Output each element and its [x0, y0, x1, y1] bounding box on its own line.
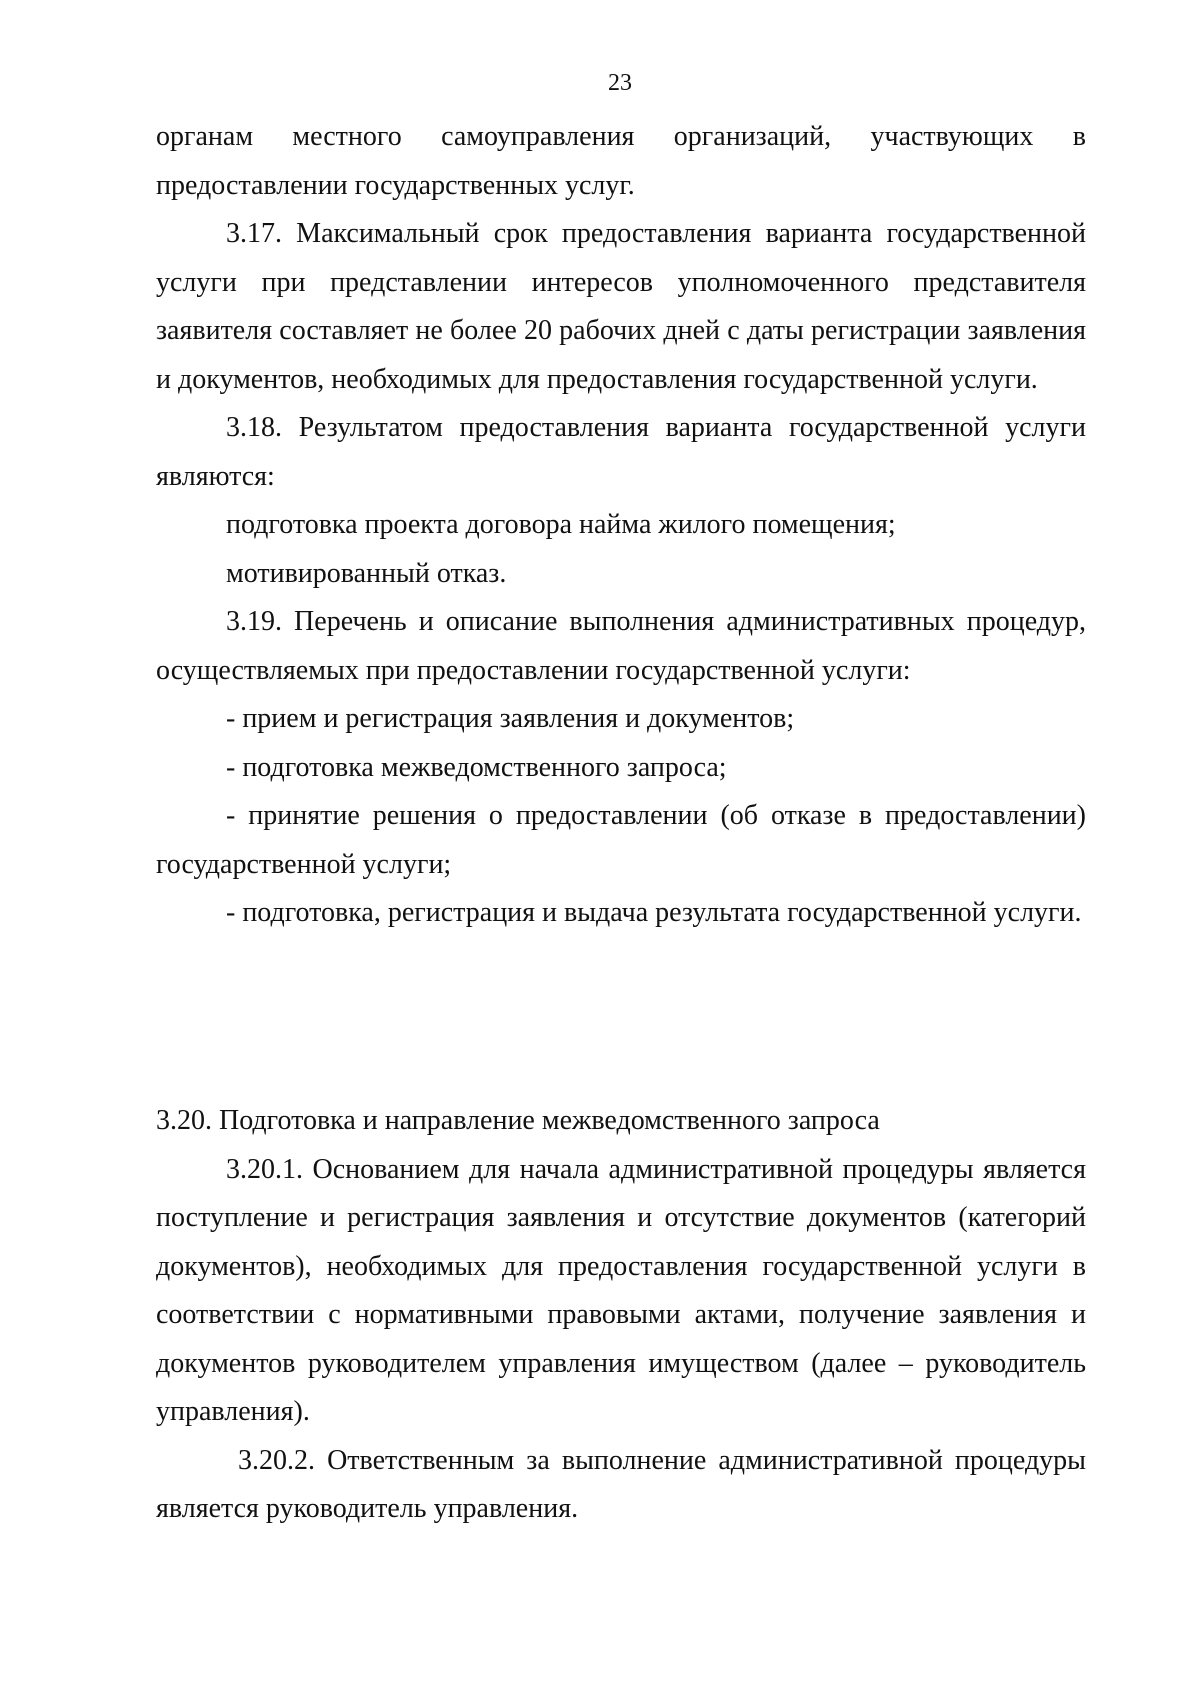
paragraph-3-20-2: 3.20.2. Ответственным за выполнение административной процедуры является руководитель управления.	[156, 1444, 1086, 1524]
paragraph-3-18: 3.18. Результатом предоставления варианта государственной услуги являются:	[156, 412, 1086, 492]
procedure-item-reception: - прием и регистрация заявления и документов;	[226, 703, 795, 734]
procedure-item-request: - подготовка межведомственного запроса;	[226, 751, 727, 783]
paragraph-continuation-line1: органам местного самоуправления организаций, участвующих в	[156, 121, 1086, 152]
text-block-section-3-20	[156, 1097, 1086, 1534]
text-block-main	[156, 113, 1086, 938]
result-item-contract: подготовка проекта договора найма жилого помещения;	[226, 509, 896, 540]
paragraph-3-17: 3.17. Максимальный срок предоставления варианта государственной услуги при представлении интересов уполномоченного представителя заявителя составляет не более 20 рабочих дней с даты регистрации заявления и документов, необходимых для предоставления государственной услуги.	[156, 218, 1086, 395]
section-heading-3-20: 3.20. Подготовка и направление межведомственного запроса	[156, 1105, 880, 1136]
paragraph-3-20-1: 3.20.1. Основанием для начала административной процедуры является поступление и регистрация заявления и отсутствие документов (категорий документов), необходимых для предоставления государственной услуги в соответствии с нормативными правовыми актами, получение заявления и документов руководителем управления имуществом (далее – руководитель управления).	[156, 1153, 1086, 1427]
page-number: 23	[608, 70, 632, 96]
procedure-item-decision: - принятие решения о предоставлении (об отказе в предоставлении) государственной услуги;	[156, 800, 1086, 880]
result-item-refusal: мотивированный отказ.	[226, 557, 507, 589]
paragraph-3-19: 3.19. Перечень и описание выполнения административных процедур, осуществляемых при предоставлении государственной услуги:	[156, 606, 1086, 686]
paragraph-continuation-line2: предоставлении государственных услуг.	[156, 169, 635, 201]
procedure-item-issuance: - подготовка, регистрация и выдача результата государственной услуги.	[226, 897, 1082, 928]
